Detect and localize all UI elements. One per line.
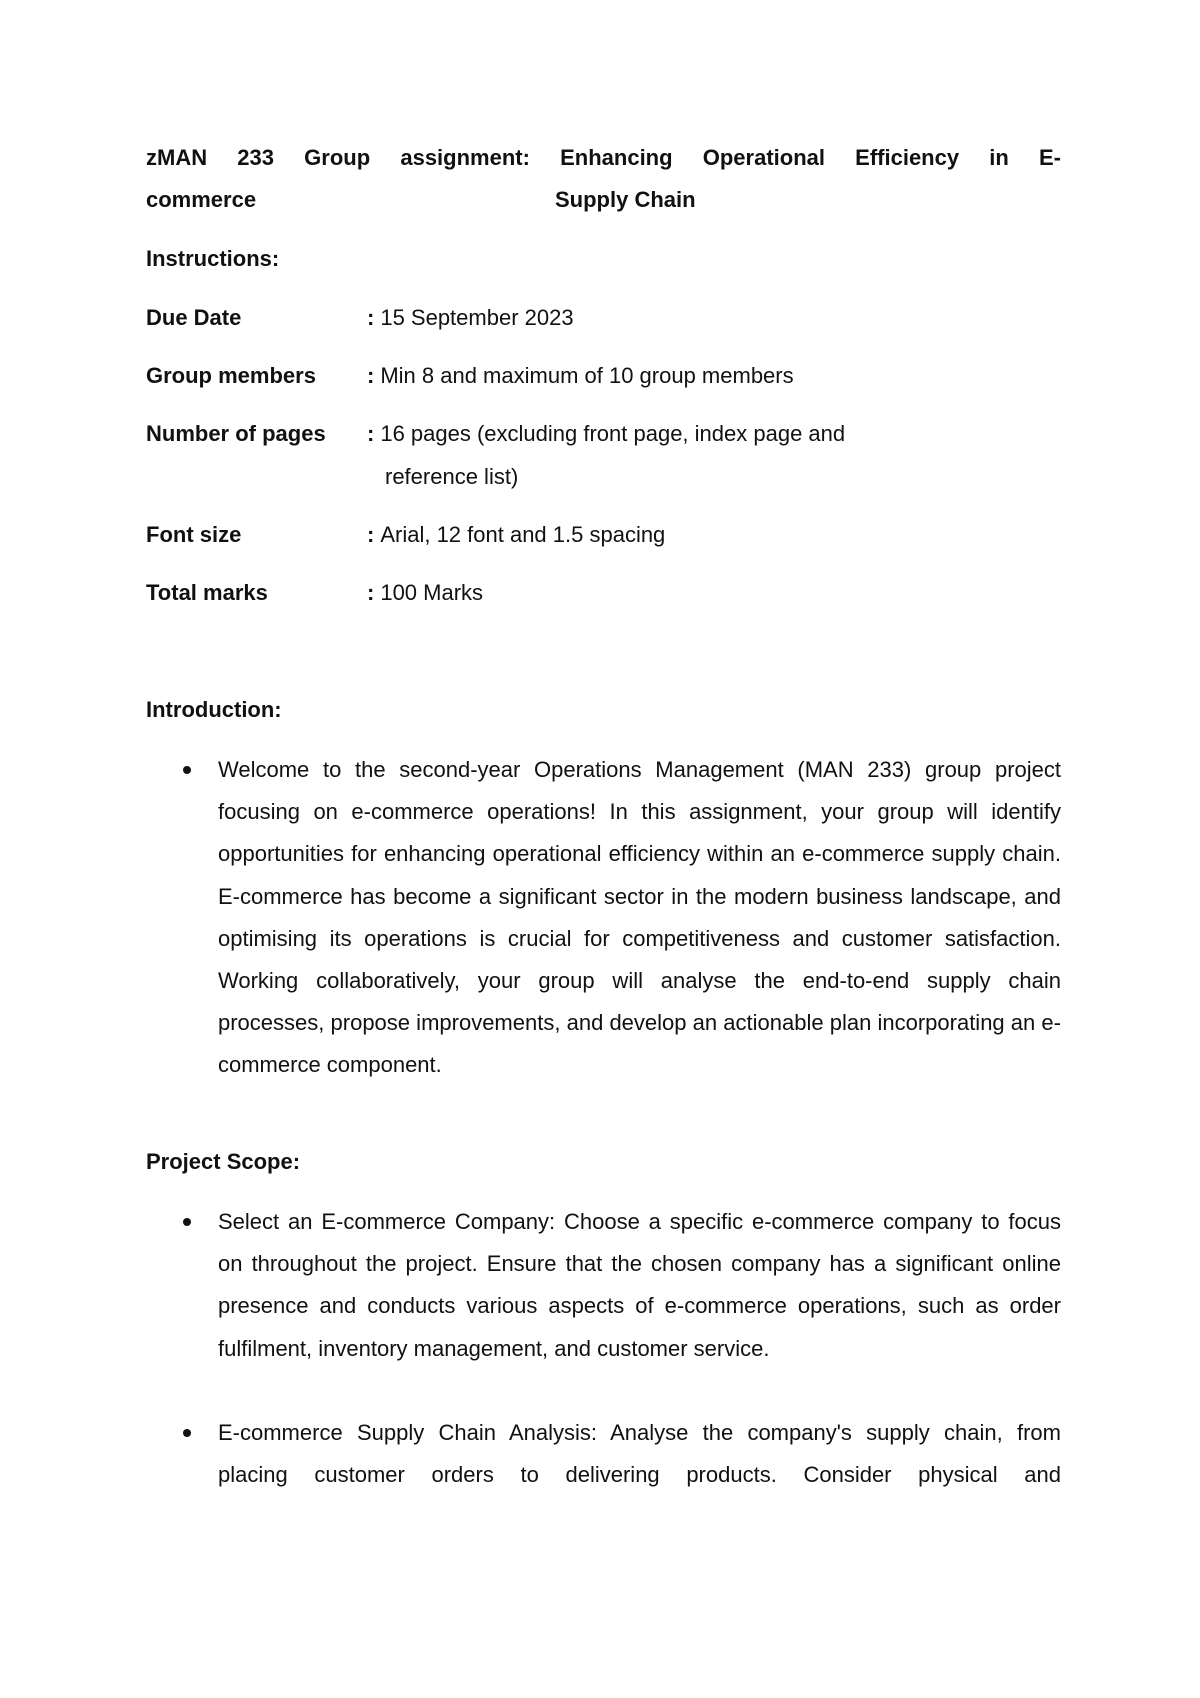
title-word: Group xyxy=(304,145,371,170)
field-value-text: 15 September 2023 xyxy=(380,305,574,330)
title-word: Enhancing xyxy=(560,145,673,170)
field-colon: : xyxy=(367,421,375,446)
introduction-paragraph: Welcome to the second-year Operations Management (MAN 233) group project focusing on e-commerce operations! In this assignment, your group will identify opportunities for enhancing operational efficiency within an e-commerce supply chain. E-commerce has become a significant sector in the modern business landscape, and optimising its operations is crucial for competitiveness and customer satisfaction. Working collaboratively, your group will analyse the end-to-end supply chain processes, propose improvements, and develop an actionable plan incorporating an e-commerce component. xyxy=(218,757,1061,1078)
title-line-2-right: Supply Chain xyxy=(555,187,696,212)
field-value-text: 16 pages (excluding front page, index page and xyxy=(380,421,846,446)
field-value-number-of-pages-cont: reference list) xyxy=(385,464,519,489)
introduction-heading: Introduction: xyxy=(146,697,282,722)
title-word: Operational xyxy=(702,145,825,170)
bullet-dot xyxy=(183,1218,191,1226)
field-colon: : xyxy=(367,305,375,330)
project-scope-item: Select an E-commerce Company: Choose a specific e-commerce company to focus on throughout the project. Ensure that the chosen company has a significant online presence and conducts various aspects of e-commerce operations, such as order fulfilment, inventory management, and customer service. xyxy=(218,1209,1061,1361)
document-title xyxy=(146,145,1061,171)
field-value-text: Arial, 12 font and 1.5 spacing xyxy=(380,522,666,547)
field-value-text: 100 Marks xyxy=(380,580,484,605)
field-value-font-size xyxy=(367,522,665,548)
field-colon: : xyxy=(367,580,375,605)
bullet-dot xyxy=(183,1429,191,1437)
instructions-heading: Instructions: xyxy=(146,246,280,271)
title-word: Efficiency xyxy=(855,145,960,170)
title-word: assignment: xyxy=(400,145,530,170)
field-value-group-members xyxy=(367,363,794,389)
title-word: E- xyxy=(1039,145,1061,170)
field-colon: : xyxy=(367,522,375,547)
project-scope-heading: Project Scope: xyxy=(146,1149,301,1174)
field-value-number-of-pages xyxy=(367,421,845,447)
field-label-total-marks: Total marks xyxy=(146,580,268,605)
field-value-text: Min 8 and maximum of 10 group members xyxy=(380,363,794,388)
title-word: zMAN xyxy=(146,145,208,170)
title-word: in xyxy=(989,145,1009,170)
project-scope-item: E-commerce Supply Chain Analysis: Analyse the company's supply chain, from placing customer orders to delivering products. Consider physical and xyxy=(218,1420,1061,1488)
field-label-group-members: Group members xyxy=(146,363,316,388)
field-label-number-of-pages: Number of pages xyxy=(146,421,326,446)
field-colon: : xyxy=(367,363,375,388)
field-value-due-date xyxy=(367,305,574,331)
field-label-due-date: Due Date xyxy=(146,305,242,330)
title-line-1 xyxy=(146,145,1061,171)
field-label-font-size: Font size xyxy=(146,522,242,547)
field-value-total-marks xyxy=(367,580,483,606)
title-word: 233 xyxy=(237,145,274,170)
title-line-2-left: commerce xyxy=(146,187,257,212)
bullet-dot xyxy=(183,766,191,774)
